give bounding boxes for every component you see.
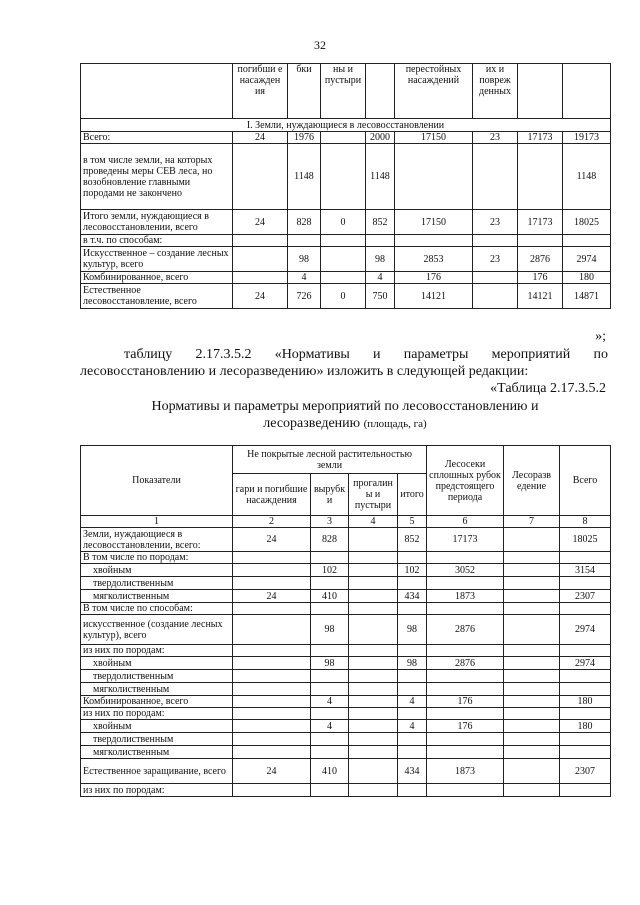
table-row (81, 615, 611, 645)
table1-body (81, 132, 611, 309)
table-cell (349, 733, 398, 746)
table-cell (349, 564, 398, 577)
table1-header-row (81, 64, 611, 119)
table-cell: 4 (366, 272, 395, 284)
table-cell (233, 720, 311, 733)
row-label: в т.ч. по способам: (81, 235, 233, 247)
table-cell (233, 564, 311, 577)
table-cell (427, 708, 504, 720)
table-cell (560, 670, 611, 683)
table1-section-title: I. Земли, нуждающиеся в лесовосстановлении (81, 119, 611, 132)
table-cell (349, 784, 398, 797)
table-row (81, 210, 611, 235)
table-cell (311, 577, 349, 590)
table-cell (560, 708, 611, 720)
table-cell (349, 615, 398, 645)
row-label: искусственное (создание лесных культур), всего (81, 615, 233, 645)
row-label: из них по породам: (81, 708, 233, 720)
table-row (81, 564, 611, 577)
table1-header-cell: погибши е насажден ия (233, 64, 288, 119)
table-cell (504, 696, 560, 708)
table-cell: 24 (233, 210, 288, 235)
header-clearcut: Лесосеки сплошных рубок предстоящего периода (427, 446, 504, 516)
table-row (81, 132, 611, 144)
table-cell (504, 670, 560, 683)
table-row (81, 720, 611, 733)
table-cell (504, 708, 560, 720)
header-cutovers: вырубк и (311, 474, 349, 516)
table-cell: 410 (311, 759, 349, 784)
table2-body (81, 528, 611, 797)
table-row (81, 708, 611, 720)
table-cell (233, 247, 288, 272)
table-cell: 98 (311, 657, 349, 670)
table-cell (504, 615, 560, 645)
table-cell: 2853 (395, 247, 473, 272)
table1-header-cell (563, 64, 611, 119)
table-cell: 23 (473, 210, 518, 235)
row-label: из них по породам: (81, 784, 233, 797)
table-cell: 2000 (366, 132, 395, 144)
table-cell (560, 603, 611, 615)
table-cell (321, 272, 366, 284)
table-cell: 3154 (560, 564, 611, 577)
table-cell: 17173 (518, 132, 563, 144)
header-total: Всего (560, 446, 611, 516)
table-cell (321, 247, 366, 272)
table-cell (504, 683, 560, 696)
table-cell: 176 (395, 272, 473, 284)
table-cell (518, 235, 563, 247)
table-cell (311, 708, 349, 720)
row-label: Комбинированное, всего (81, 696, 233, 708)
table-cell (518, 144, 563, 210)
table-cell: 434 (398, 590, 427, 603)
closing-quote: »; (595, 329, 606, 344)
table-cell: 2974 (560, 615, 611, 645)
row-label: мягколиственным (81, 746, 233, 759)
row-label: Всего: (81, 132, 233, 144)
table-cell (233, 272, 288, 284)
header-indicators: Показатели (81, 446, 233, 516)
table-cell (233, 696, 311, 708)
column-number: 7 (504, 516, 560, 528)
table-cell: 180 (560, 720, 611, 733)
table-cell: 18025 (563, 210, 611, 235)
table-cell: 17150 (395, 210, 473, 235)
table-cell: 24 (233, 590, 311, 603)
table-cell (395, 144, 473, 210)
table-cell (311, 733, 349, 746)
table-cell (473, 272, 518, 284)
table-cell (504, 603, 560, 615)
table-cell (288, 235, 321, 247)
table-cell: 852 (366, 210, 395, 235)
header-afforestation: Лесоразв едение (504, 446, 560, 516)
table-title-line-1: Нормативы и параметры мероприятий по лесовосстановлению и (151, 399, 539, 414)
row-label: Естественное заращивание, всего (81, 759, 233, 784)
table-cell: 2974 (563, 247, 611, 272)
table-row (81, 603, 611, 615)
table-cell (398, 670, 427, 683)
table-units: (площадь, га) (363, 418, 427, 430)
table-row (81, 645, 611, 657)
table-cell: 98 (366, 247, 395, 272)
table-cell (311, 552, 349, 564)
row-label: Земли, нуждающиеся в лесовосстановлении, всего: (81, 528, 233, 552)
column-number: 4 (349, 516, 398, 528)
table-cell: 3052 (427, 564, 504, 577)
table2-header-row (81, 446, 611, 474)
column-number: 3 (311, 516, 349, 528)
header-subtotal: итого (398, 474, 427, 516)
table-row (81, 784, 611, 797)
table-cell: 17150 (395, 132, 473, 144)
table-cell (504, 590, 560, 603)
table-cell (398, 784, 427, 797)
table-cell: 98 (311, 615, 349, 645)
table1-header-cell (81, 64, 233, 119)
table-cell: 24 (233, 284, 288, 309)
table-cell: 750 (366, 284, 395, 309)
table-cell: 852 (398, 528, 427, 552)
table-cell (233, 552, 311, 564)
table-cell: 176 (427, 720, 504, 733)
table-row (81, 733, 611, 746)
row-label: В том числе по породам: (81, 552, 233, 564)
table-cell (560, 645, 611, 657)
table-cell (504, 720, 560, 733)
table-cell: 102 (398, 564, 427, 577)
table-cell: 1976 (288, 132, 321, 144)
table-cell: 14121 (395, 284, 473, 309)
table-cell (504, 657, 560, 670)
table-cell: 14871 (563, 284, 611, 309)
table1-header-cell: перестойных насаждений (395, 64, 473, 119)
table-cell (427, 603, 504, 615)
table-cell (560, 746, 611, 759)
table-cell: 1148 (366, 144, 395, 210)
table-cell (473, 284, 518, 309)
table-row (81, 590, 611, 603)
table-cell: 434 (398, 759, 427, 784)
table-row (81, 284, 611, 309)
row-label: Искусственное – создание лесных культур, всего (81, 247, 233, 272)
paragraph-line-1: таблицу 2.17.3.5.2 «Нормативы и параметры мероприятий по (124, 347, 608, 362)
table-cell (504, 759, 560, 784)
table-cell: 2876 (427, 615, 504, 645)
table-cell (349, 720, 398, 733)
table-cell: 180 (563, 272, 611, 284)
table1-header-cell (366, 64, 395, 119)
table-cell (427, 784, 504, 797)
table-cell: 176 (427, 696, 504, 708)
row-label: твердолиственным (81, 733, 233, 746)
table-row (81, 247, 611, 272)
table-cell: 19173 (563, 132, 611, 144)
table-cell (398, 603, 427, 615)
table-cell (349, 552, 398, 564)
table-cell (349, 577, 398, 590)
table-cell (560, 683, 611, 696)
table-cell: 2876 (518, 247, 563, 272)
table-cell (560, 733, 611, 746)
continuation-table (80, 63, 611, 309)
table-cell (349, 590, 398, 603)
table-cell: 24 (233, 759, 311, 784)
table-cell: 4 (288, 272, 321, 284)
table-title-line-2 (80, 415, 610, 433)
table-cell: 410 (311, 590, 349, 603)
row-label: Комбинированное, всего (81, 272, 233, 284)
table-cell (233, 615, 311, 645)
table-cell: 4 (398, 720, 427, 733)
table-cell: 4 (311, 720, 349, 733)
table-cell (349, 746, 398, 759)
table-cell: 1148 (288, 144, 321, 210)
table-cell (311, 746, 349, 759)
table-cell: 24 (233, 528, 311, 552)
table-row (81, 528, 611, 552)
table-cell (427, 746, 504, 759)
table-cell (427, 577, 504, 590)
column-number: 6 (427, 516, 504, 528)
table-cell: 17173 (427, 528, 504, 552)
header-not-covered: Не покрытые лесной растительностью земли (233, 446, 427, 474)
header-glades: прогалин ы и пустыри (349, 474, 398, 516)
table-cell: 24 (233, 132, 288, 144)
table-cell (504, 733, 560, 746)
table-row (81, 696, 611, 708)
table-cell (560, 577, 611, 590)
table-cell: 2876 (427, 657, 504, 670)
table-cell: 98 (398, 657, 427, 670)
table-cell (398, 746, 427, 759)
column-number: 1 (81, 516, 233, 528)
table-cell: 0 (321, 284, 366, 309)
table-cell (398, 733, 427, 746)
table-cell (349, 696, 398, 708)
paragraph-line-2: лесовосстановлению и лесоразведению» изложить в следующей редакции: (80, 364, 529, 379)
table-number: «Таблица 2.17.3.5.2 (490, 381, 606, 396)
table-cell (321, 144, 366, 210)
column-number: 5 (398, 516, 427, 528)
table-cell (233, 708, 311, 720)
table-cell (349, 708, 398, 720)
table-row (81, 670, 611, 683)
table-cell (311, 670, 349, 683)
table-cell (504, 564, 560, 577)
table-cell (504, 577, 560, 590)
row-label: Естественное лесовосстановление, всего (81, 284, 233, 309)
table-row (81, 144, 611, 210)
table-cell (504, 784, 560, 797)
table-cell: 2307 (560, 590, 611, 603)
table-cell (349, 759, 398, 784)
table-cell (233, 235, 288, 247)
table1-header-cell: бки (288, 64, 321, 119)
table-cell (233, 645, 311, 657)
column-number: 2 (233, 516, 311, 528)
table-cell (366, 235, 395, 247)
row-label: хвойным (81, 720, 233, 733)
table-cell (398, 577, 427, 590)
row-label: мягколиственным (81, 683, 233, 696)
table-cell (427, 670, 504, 683)
table-cell (233, 603, 311, 615)
table-cell: 23 (473, 247, 518, 272)
row-label: твердолиственным (81, 670, 233, 683)
row-label: хвойным (81, 657, 233, 670)
row-label: Итого земли, нуждающиеся в лесовосстановлении, всего (81, 210, 233, 235)
table-cell (349, 645, 398, 657)
table-cell (473, 144, 518, 210)
table-cell (311, 683, 349, 696)
table-cell (349, 657, 398, 670)
table-row (81, 746, 611, 759)
table-cell: 98 (398, 615, 427, 645)
table-row (81, 552, 611, 564)
table-cell: 17173 (518, 210, 563, 235)
table1-header-cell (518, 64, 563, 119)
table-title-text: лесоразведению (263, 416, 361, 431)
header-burned: гари и погибшие насаждения (233, 474, 311, 516)
table-cell (504, 645, 560, 657)
table-cell (321, 235, 366, 247)
table-cell (427, 683, 504, 696)
row-label: в том числе земли, на которых проведены меры СЕВ леса, но возобновление главными породами не закончено (81, 144, 233, 210)
table-cell (427, 645, 504, 657)
table-cell: 180 (560, 696, 611, 708)
table-cell (560, 784, 611, 797)
table-cell (311, 603, 349, 615)
table-cell (349, 670, 398, 683)
table-cell (349, 683, 398, 696)
table-cell: 176 (518, 272, 563, 284)
table-cell (233, 733, 311, 746)
row-label: из них по породам: (81, 645, 233, 657)
row-label: хвойным (81, 564, 233, 577)
table-cell (427, 552, 504, 564)
table-cell (504, 746, 560, 759)
table-cell (398, 683, 427, 696)
table-cell: 14121 (518, 284, 563, 309)
table-cell: 4 (311, 696, 349, 708)
table-cell: 4 (398, 696, 427, 708)
table-row (81, 577, 611, 590)
table-row (81, 272, 611, 284)
table-cell (233, 144, 288, 210)
table-cell: 102 (311, 564, 349, 577)
table-cell (504, 552, 560, 564)
table-cell: 828 (311, 528, 349, 552)
table-cell (560, 552, 611, 564)
table-cell (233, 746, 311, 759)
row-label: твердолиственным (81, 577, 233, 590)
table-row (81, 683, 611, 696)
table-cell (504, 528, 560, 552)
table1-header-cell: их и повреж денных (473, 64, 518, 119)
norms-table (80, 445, 611, 797)
table-cell (233, 657, 311, 670)
table2-colnum-row (81, 516, 611, 528)
row-label: мягколиственным (81, 590, 233, 603)
table-cell: 2974 (560, 657, 611, 670)
table-cell (233, 577, 311, 590)
table-cell (398, 708, 427, 720)
table-cell: 828 (288, 210, 321, 235)
table-cell (233, 784, 311, 797)
table-cell: 98 (288, 247, 321, 272)
table-cell (233, 670, 311, 683)
table-cell: 1148 (563, 144, 611, 210)
table-cell (349, 603, 398, 615)
page-number: 32 (314, 38, 326, 52)
table-cell: 726 (288, 284, 321, 309)
table-cell (473, 235, 518, 247)
table-cell (311, 645, 349, 657)
table-cell (563, 235, 611, 247)
table-cell: 1873 (427, 590, 504, 603)
table-cell (398, 552, 427, 564)
table-cell (427, 733, 504, 746)
table-cell (233, 683, 311, 696)
table-cell (321, 132, 366, 144)
table-row (81, 235, 611, 247)
table1-section-row (81, 119, 611, 132)
table-cell (395, 235, 473, 247)
table1-header-cell: ны и пустыри (321, 64, 366, 119)
row-label: В том числе по способам: (81, 603, 233, 615)
table-row (81, 657, 611, 670)
column-number: 8 (560, 516, 611, 528)
table-cell: 0 (321, 210, 366, 235)
table-row (81, 759, 611, 784)
table-cell: 1873 (427, 759, 504, 784)
table-cell (398, 645, 427, 657)
table-cell (311, 784, 349, 797)
table-cell: 23 (473, 132, 518, 144)
table-cell (349, 528, 398, 552)
table-cell: 2307 (560, 759, 611, 784)
table-cell: 18025 (560, 528, 611, 552)
